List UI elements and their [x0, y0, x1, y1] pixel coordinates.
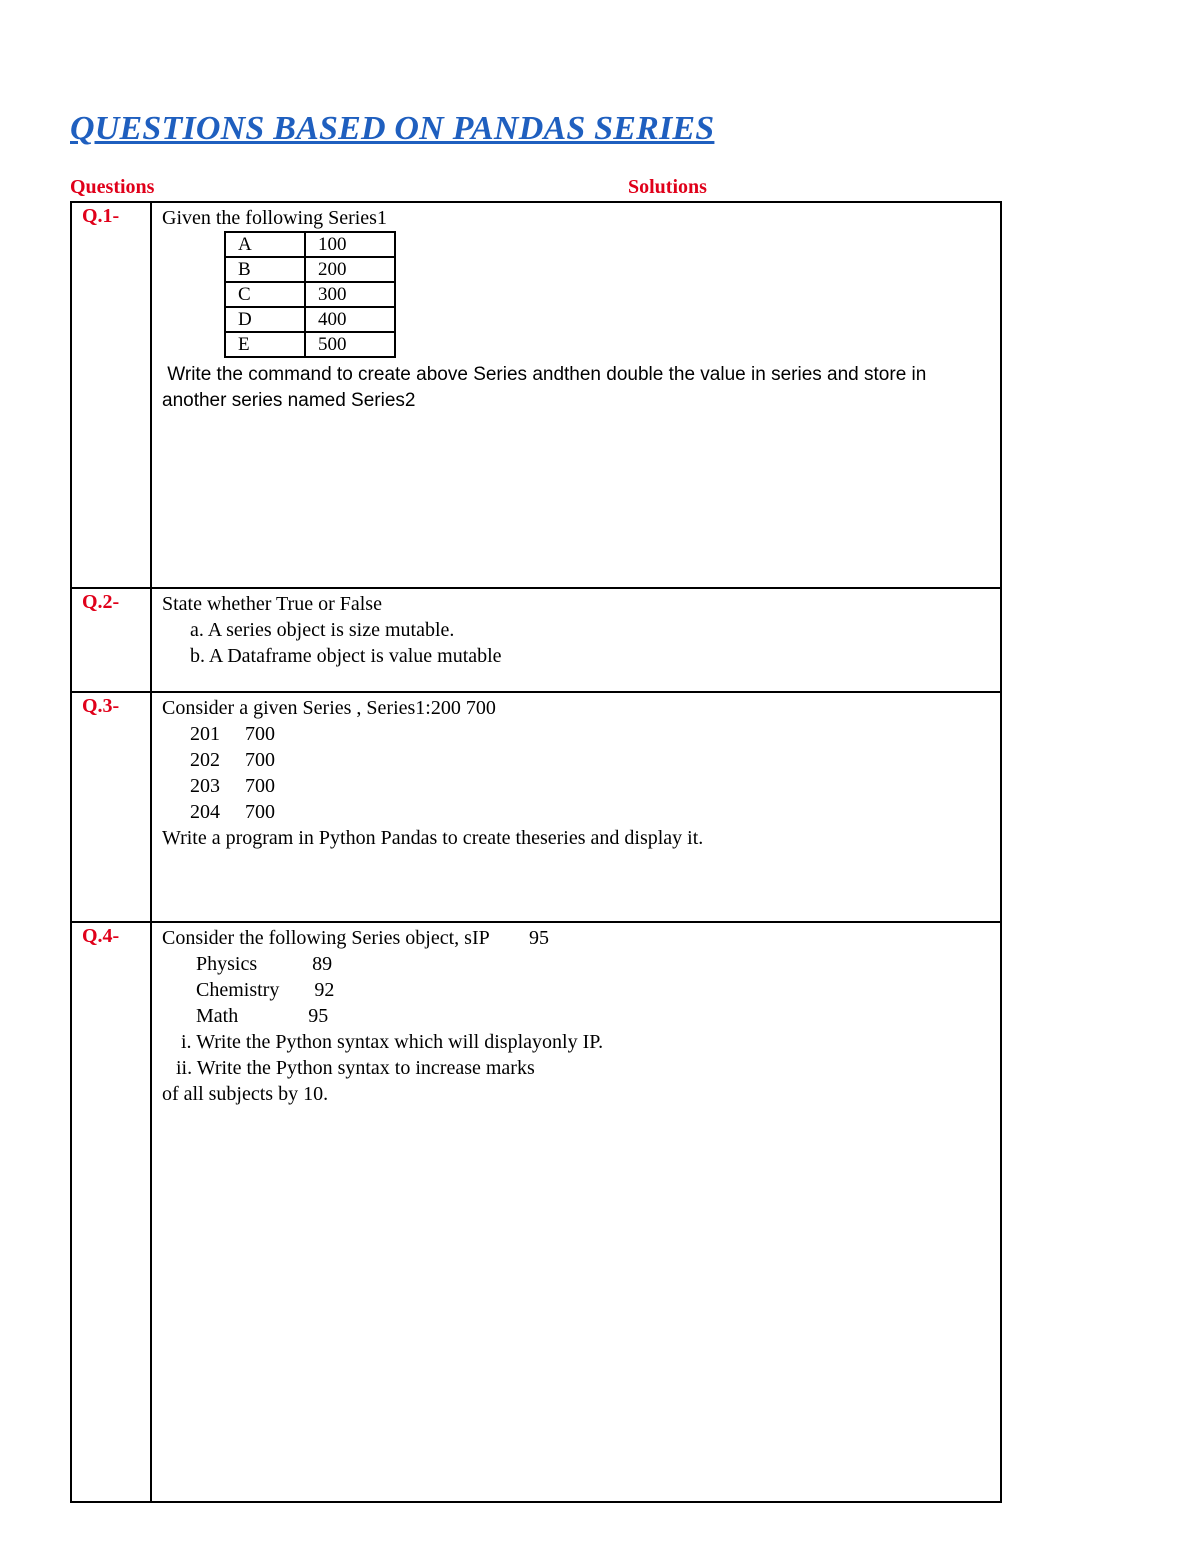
series-row: Chemistry 92 — [196, 979, 335, 1001]
question-number: Q.2- — [82, 591, 120, 613]
sub-question-i: i. Write the Python syntax which will displayonly IP. — [176, 1031, 604, 1053]
table-cell-index: B — [225, 257, 305, 282]
table-cell-index: C — [225, 282, 305, 307]
column-divider — [150, 589, 152, 691]
column-divider — [150, 923, 152, 1501]
series-row: 202 700 — [190, 749, 275, 771]
table-cell-value: 300 — [305, 282, 395, 307]
question-content — [162, 205, 980, 414]
column-divider — [150, 203, 152, 587]
question-text: Write a program in Python Pandas to create theseries and display it. — [162, 827, 704, 849]
page-title: QUESTIONS BASED ON PANDAS SERIES — [70, 110, 715, 147]
table-row — [225, 232, 395, 257]
series-row: 201 700 — [190, 723, 275, 745]
table-cell-value: 500 — [305, 332, 395, 357]
sub-question-ii: ii. Write the Python syntax to increase marks — [176, 1057, 535, 1079]
table-cell-index: D — [225, 307, 305, 332]
table-row — [225, 332, 395, 357]
question-intro: Consider a given Series , Series1:200 700 — [162, 697, 496, 719]
table-cell-index: A — [225, 232, 305, 257]
question-number: Q.1- — [82, 205, 120, 227]
question-row-3 — [72, 693, 1000, 923]
table-cell-value: 400 — [305, 307, 395, 332]
series-row: 204 700 — [190, 801, 275, 823]
question-row-2 — [72, 589, 1000, 693]
question-text: Write the command to create above Series andthen double the value in series and store in — [162, 364, 927, 385]
table-cell-index: E — [225, 332, 305, 357]
table-row — [225, 282, 395, 307]
question-text: of all subjects by 10. — [162, 1083, 329, 1105]
table-row — [225, 257, 395, 282]
question-content — [162, 925, 980, 1107]
question-intro: Consider the following Series object, sIP 95 — [162, 927, 549, 949]
table-cell-value: 100 — [305, 232, 395, 257]
table-row — [225, 307, 395, 332]
statement-a: a. A series object is size mutable. — [190, 619, 455, 641]
statement-b: b. A Dataframe object is value mutable — [190, 645, 502, 667]
series-row: Physics 89 — [196, 953, 333, 975]
series-row: Math 95 — [196, 1005, 329, 1027]
question-number: Q.4- — [82, 925, 120, 947]
series1-table — [224, 231, 396, 358]
question-intro: Given the following Series1 — [162, 207, 387, 229]
question-text: another series named Series2 — [162, 390, 416, 411]
table-cell-value: 200 — [305, 257, 395, 282]
question-intro: State whether True or False — [162, 593, 382, 615]
question-content — [162, 695, 980, 851]
column-divider — [150, 693, 152, 921]
questions-column-header: Questions — [70, 176, 155, 198]
series-row: 203 700 — [190, 775, 275, 797]
question-content — [162, 591, 980, 669]
question-row-4 — [72, 923, 1000, 1501]
questions-table — [70, 201, 1002, 1503]
question-number: Q.3- — [82, 695, 120, 717]
question-row-1 — [72, 203, 1000, 589]
solutions-column-header: Solutions — [628, 176, 707, 198]
